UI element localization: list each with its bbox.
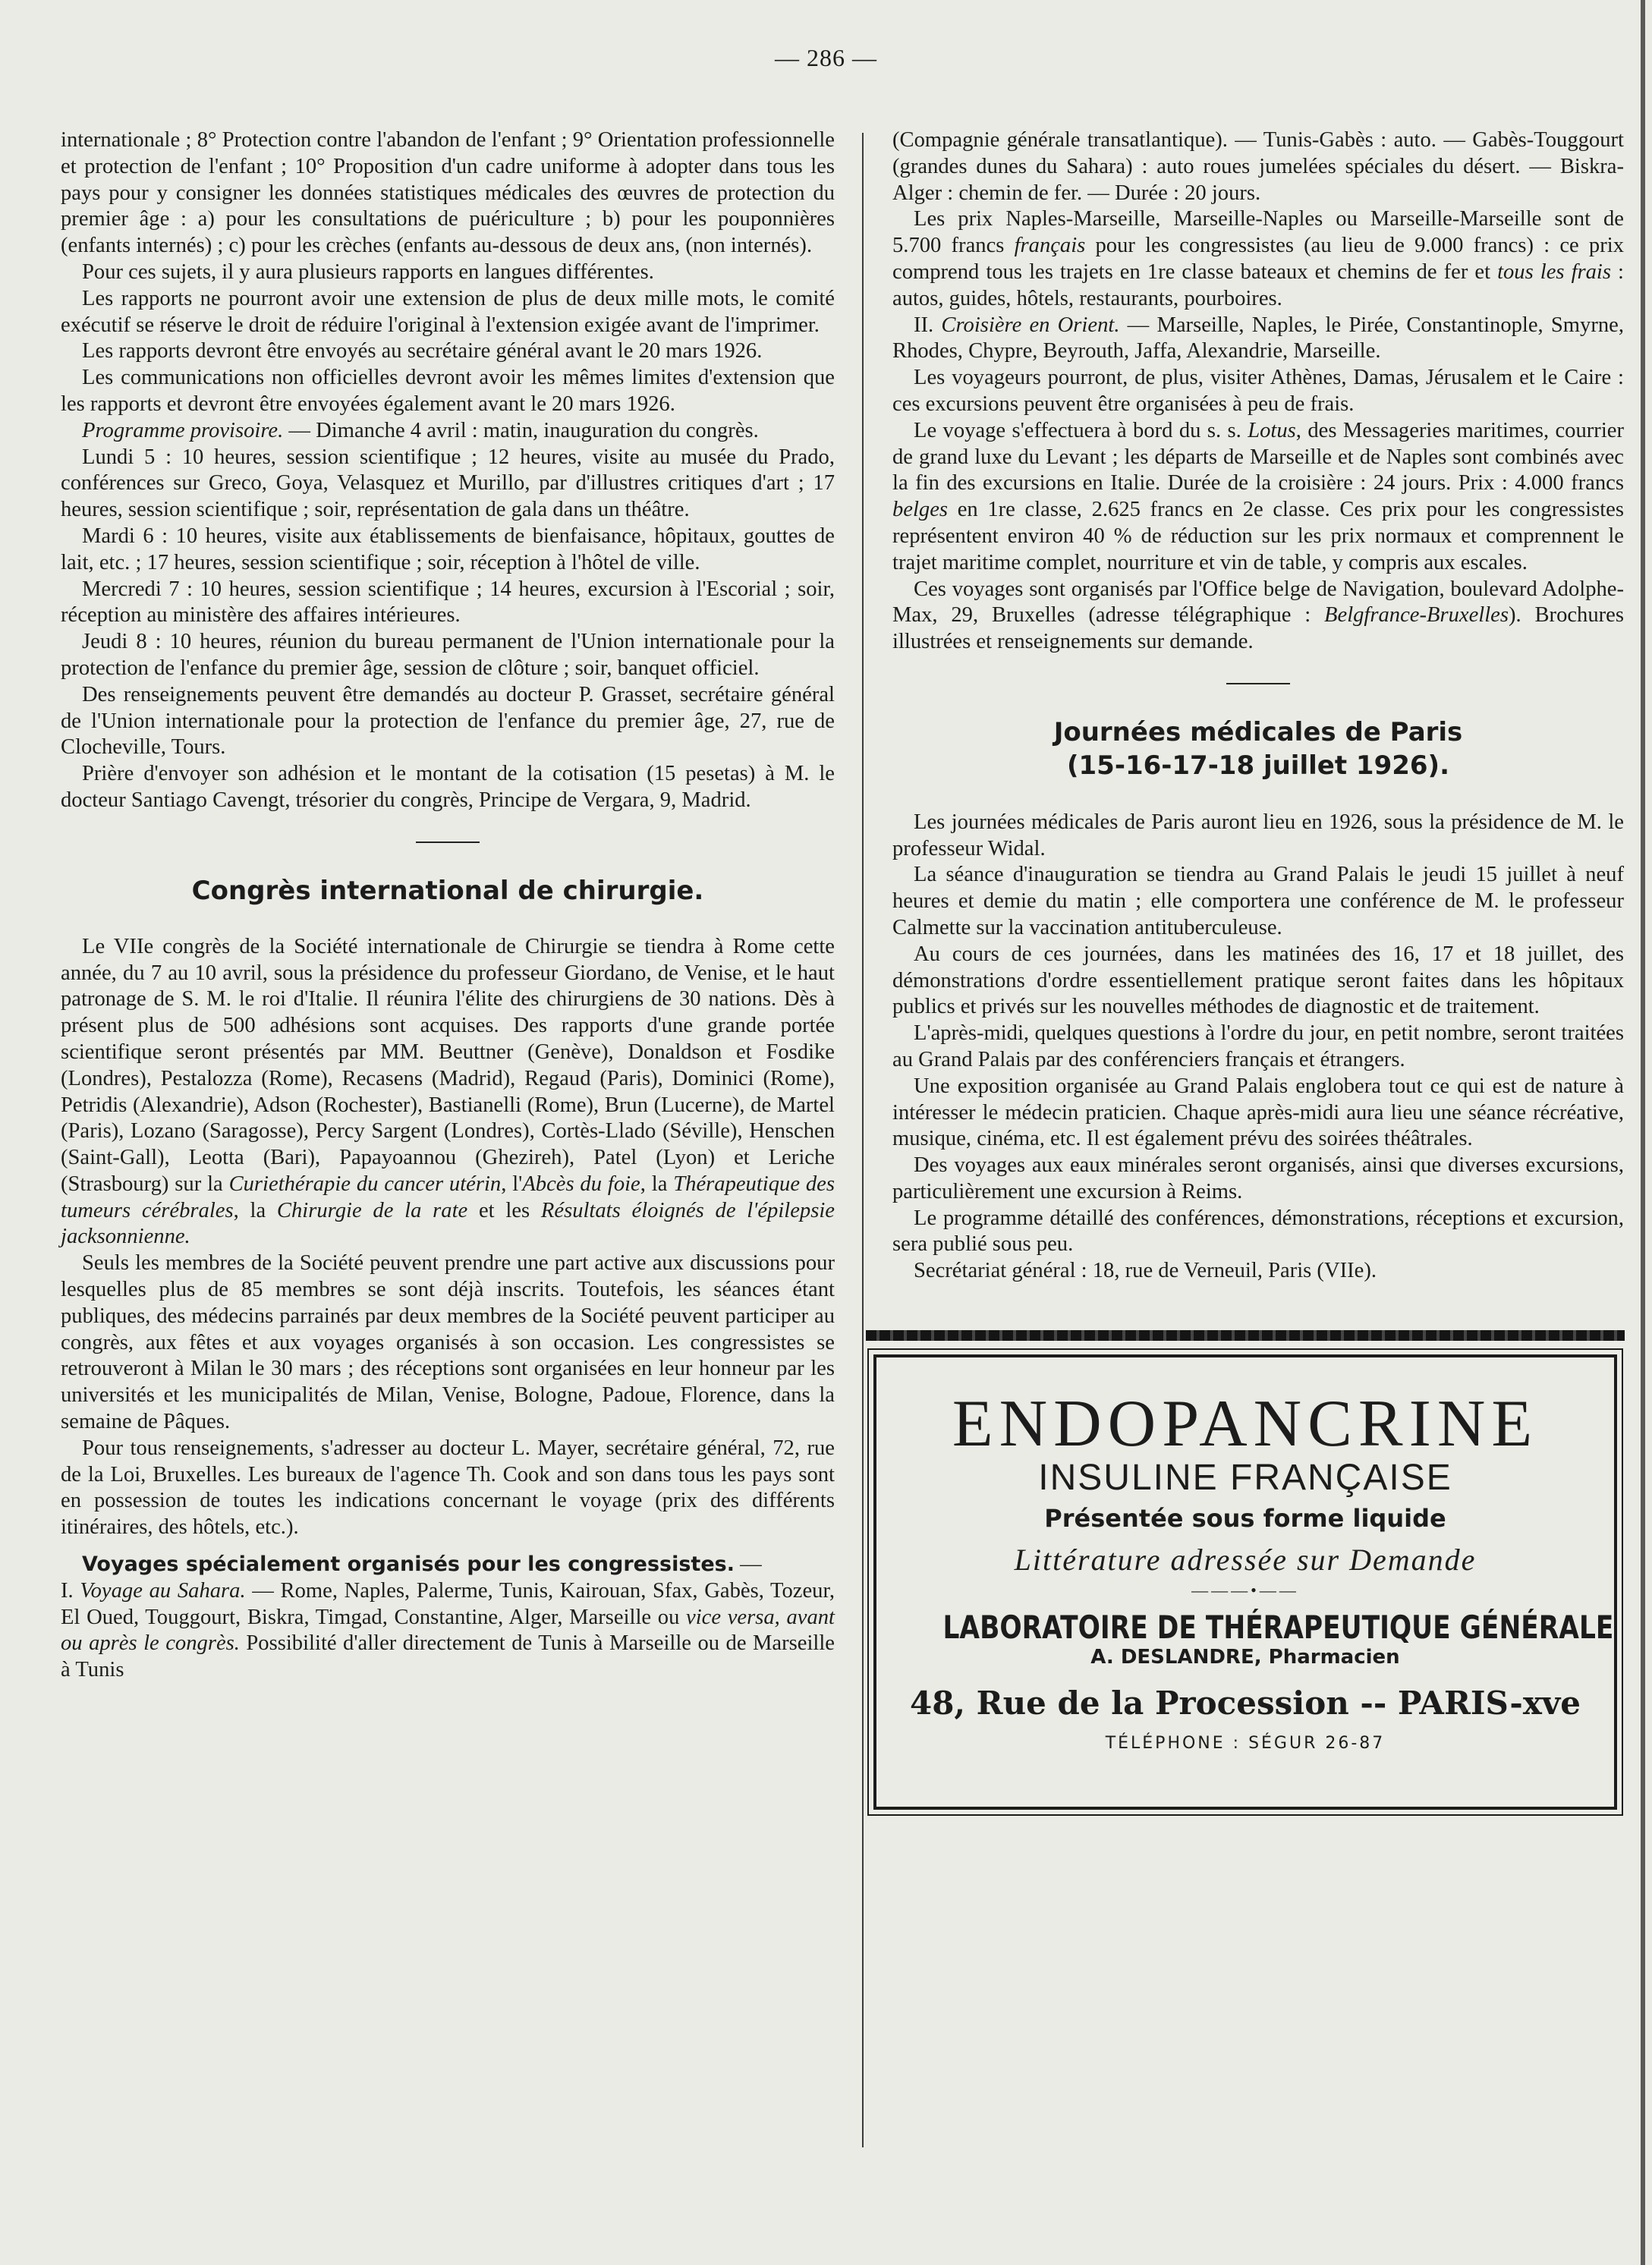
italic-text: Chirurgie de la rate [276, 1198, 468, 1222]
paragraph: Des voyages aux eaux minérales seront organisés, ainsi que diverses excursions, particulièrement une excursion à Reims. [892, 1153, 1624, 1203]
ornament-icon: ———•—— [1191, 1581, 1299, 1600]
paragraph [892, 577, 1624, 656]
paragraph: Prière d'envoyer son adhésion et le montant de la cotisation (15 pesetas) à M. le docteur Santiago Cavengt, trésorier du congrès, Principe de Vergara, 9, Madrid. [61, 762, 835, 812]
text: — Dimanche 4 avril : matin, inauguration du congrès. [283, 418, 759, 442]
paragraph: internationale ; 8° Protection contre l'abandon de l'enfant ; 9° Orientation professionnelle et protection de l'enfant ; 10° Proposition d'un cadre uniforme à adopter dans tous les pays pour y consigner les données statistiques médicales des œuvres de protection du premier âge : a) pour les consultations de puériculture ; b) pour les pouponnières (enfants internés) ; c) pour les crèches (enfants au-dessous de deux ans, (non internés). [61, 128, 835, 258]
paragraph: Lundi 5 : 10 heures, session scientifique ; 12 heures, visite au musée du Prado, conférences sur Greco, Goya, Velasquez et Murillo, par d'illustres critiques d'art ; 17 heures, session scientifique ; soir, représentation de gala dans un théâtre. [61, 445, 835, 522]
paragraph: Pour ces sujets, il y aura plusieurs rapports en langues différentes. [82, 260, 654, 284]
paragraph: Les rapports ne pourront avoir une extension de plus de deux mille mots, le comité exécutif se réserve le droit de réduire l'original à l'extension exigée avant de l'imprimer. [61, 286, 835, 337]
paragraph: Seuls les membres de la Société peuvent prendre une part active aux discussions pour lesquelles plus de 85 membres se sont déjà inscrits. Toutefois, les séances étant publiques, des médecins parrainés par deux membres de la Société peuvent participer au congrès, aux fêtes et aux voyages organisés à son occasion. Les congressistes se retrouveront à Milan le 30 mars ; des réceptions sont organisées en leur honneur par les universités et les municipalités de Milan, Venise, Bologne, Padoue, Florence, dans la semaine de Pâques. [61, 1251, 835, 1434]
paragraph: Des renseignements peuvent être demandés au docteur P. Grasset, secrétaire général de l'Union internationale pour la protection de l'enfance du premier âge, 27, rue de Clocheville, Tours. [61, 682, 835, 760]
paragraph [61, 1552, 835, 1578]
paragraph: L'après-midi, quelques questions à l'ordre du jour, en petit nombre, seront traitées au Grand Palais par des conférenciers français et étrangers. [892, 1021, 1624, 1071]
text: Le voyage s'effectuera à bord du s. s. [914, 418, 1248, 442]
text: Les prix Naples-Marseille, Marseille-Naples ou Marseille-Marseille sont de 5.700 francs [892, 207, 1624, 258]
ad-title: ENDOPANCRINE [952, 1387, 1539, 1461]
italic-text: français [1014, 234, 1086, 258]
italic-text: Thérapeutique des tumeurs cérébrales [61, 1172, 835, 1222]
text: en 1re classe, 2.625 francs en 2e classe. Ces prix pour les congressistes représentent environ 40 % de réduction sur les prix normaux et comprennent le trajet maritime complet, nourriture et vin de table, y compris aux escales. [892, 498, 1624, 574]
text: , la [640, 1172, 674, 1196]
italic-text: Abcès du foie [522, 1172, 640, 1196]
paragraph: Les communications non officielles devront avoir les mêmes limites d'extension que les rapports et devront être envoyées également avant le 20 mars 1926. [61, 366, 835, 416]
ad-border-band [866, 1330, 1625, 1341]
paragraph: Au cours de ces journées, dans les matinées des 16, 17 et 18 juillet, des démonstrations d'ordre essentiellement pratique seront faites dans les hôpitaux publics et privés sur les nouvelles méthodes de diagnostic et de traitement. [892, 942, 1624, 1019]
paragraph [61, 418, 835, 445]
text: ). Brochures illustrées et renseignements sur demande. [892, 603, 1624, 654]
text: II. [914, 313, 942, 337]
advertisement [873, 1354, 1617, 1810]
paragraph [61, 1578, 835, 1684]
paragraph [892, 313, 1624, 366]
text: pour les congressistes (au lieu de 9.000 francs) : ce prix comprend tous les trajets en 1re classe bateaux et chemins de fer et [892, 234, 1624, 284]
paragraph: Jeudi 8 : 10 heures, réunion du bureau permanent de l'Union internationale pour la protection de l'enfance du premier âge, session de clôture ; soir, banquet officiel. [61, 630, 835, 680]
italic-label: Programme provisoire. [82, 418, 284, 442]
page-edge [1641, 0, 1645, 2265]
page-number: — 286 — [775, 44, 877, 71]
ad-address: 48, Rue de la Procession -- PARIS-xve [909, 1684, 1581, 1722]
italic-text: Belgfrance-Bruxelles [1324, 603, 1509, 628]
column-divider [862, 133, 864, 2147]
paragraph: (Compagnie générale transatlantique). — Tunis-Gabès : auto. — Gabès-Touggourt (grandes dunes du Sahara) : auto roues jumelées spéciales du désert. — Biskra-Alger : chemin de fer. — Durée : 20 jours. [892, 128, 1624, 205]
ad-pharmacist: A. DESLANDRE, Pharmacien [1090, 1646, 1400, 1669]
text: — [734, 1552, 762, 1577]
text: Le VIIe congrès de la Société internationale de Chirurgie se tiendra à Rome cette année, du 7 au 10 avril, sous la présidence du professeur Giordano, de Venise, et le haut patronage de S. M. le roi d'Italie. Il réunira l'élite des chirurgiens de 30 nations. Dès à présent plus de 500 adhésions sont acquises. Des rapports d'une grande portée scientifique seront présentés par MM. Beuttner (Genève), Donaldson et Fosdike (Londres), Pestalozza (Rome), Recasens (Madrid), Regaud (Paris), Dominici (Rome), Petridis (Alexandrie), Adson (Rochester), Bastianelli (Rome), Brun (Lucerne), de Martel (Paris), Lozano (Saragosse), Percy Sargent (Londres), Cortès-Llado (Séville), Henschen (Saint-Gall), Leotta (Bari), Papayoannou (Ghezireh), Patel (Lyon) et Leriche (Strasbourg) sur la [61, 934, 835, 1196]
text: — Rome, Naples, Palerme, Tunis, Kairouan, Sfax, Gabès, Tozeur, El Oued, Touggourt, Biskra, Timgad, Constantine, Alger, Marseille ou [61, 1578, 835, 1629]
text: , l' [501, 1172, 523, 1196]
ad-laboratory: LABORATOIRE DE THÉRAPEUTIQUE GÉNÉRALE [942, 1609, 1614, 1647]
text: Ces voyages sont organisés par l'Office belge de Navigation, boulevard Adolphe-Max, 29, Bruxelles (adresse télégraphique : [892, 577, 1624, 628]
paragraph: Les rapports devront être envoyés au secrétaire général avant le 20 mars 1926. [82, 339, 763, 363]
text: et les [467, 1198, 541, 1222]
italic-text: tous les frais [1497, 260, 1612, 284]
text: : autos, guides, hôtels, restaurants, pourboires. [892, 260, 1624, 310]
ad-form: Présentée sous forme liquide [1044, 1503, 1446, 1533]
paragraph: Mercredi 7 : 10 heures, session scientifique ; 14 heures, excursion à l'Escorial ; soir, réception au ministère des affaires intérieures. [61, 577, 835, 628]
text: , des Messageries maritimes, courrier de grand luxe du Levant ; les départs de Marseille et de Naples sont combinés avec la fin des excursions en Italie. Durée de la croisière : 24 jours. Prix : 4.000 francs [892, 418, 1624, 495]
bold-label: Voyages spécialement organisés pour les congressistes. [82, 1552, 735, 1577]
paragraph: Les journées médicales de Paris auront lieu en 1926, sous la présidence de M. le professeur Widal. [892, 810, 1624, 860]
paragraph: Pour tous renseignements, s'adresser au docteur L. Mayer, secrétaire général, 72, rue de la Loi, Bruxelles. Les bureaux de l'agence Th. Cook and son dans tous les pays sont en possession de toutes les indications concernant le voyage (prix des différents itinéraires, des hôtels, etc.). [61, 1436, 835, 1540]
paragraph: Secrétariat général : 18, rue de Verneuil, Paris (VIIe). [914, 1259, 1377, 1283]
italic-text: Lotus [1248, 418, 1296, 442]
paragraph: La séance d'inauguration se tiendra au Grand Palais le jeudi 15 juillet à neuf heures et demie du matin ; elle comportera une conférence de M. le professeur Calmette sur la vaccination antituberculeuse. [892, 863, 1624, 939]
text: , la [233, 1198, 277, 1222]
paragraph [892, 206, 1624, 312]
section-subheading: (15-16-17-18 juillet 1926). [1066, 750, 1450, 781]
ad-subtitle: INSULINE FRANÇAISE [1038, 1458, 1452, 1499]
section-heading: Congrès international de chirurgie. [191, 875, 704, 906]
italic-text: belges [892, 498, 949, 522]
left-column [61, 127, 835, 1684]
italic-text: vice versa, avant ou après le congrès. [61, 1605, 835, 1656]
paragraph: Le programme détaillé des conférences, démonstrations, réceptions et excursion, sera publié sous peu. [892, 1206, 1624, 1257]
section-rule [1226, 683, 1290, 684]
text: Possibilité d'aller directement de Tunis à Marseille ou de Marseille à Tunis [61, 1631, 835, 1682]
section-rule [416, 842, 480, 843]
italic-text: Résultats éloignés de l'épilepsie jacksonnienne. [61, 1198, 835, 1249]
paragraph: Une exposition organisée au Grand Palais englobera tout ce qui est de nature à intéresser le médecin praticien. Chaque après-midi aura lieu une séance récréative, musique, cinéma, etc. Il est également prévu des soirées théâtrales. [892, 1074, 1624, 1151]
section-heading: Journées médicales de Paris [1053, 716, 1463, 747]
ad-literature: Littérature adressée sur Demande [1014, 1542, 1477, 1577]
paragraph [61, 934, 835, 1251]
text: — Marseille, Naples, le Pirée, Constantinople, Smyrne, Rhodes, Chypre, Beyrouth, Jaffa, Alexandrie, Marseille. [892, 313, 1624, 363]
ad-phone: TÉLÉPHONE : SÉGUR 26-87 [1105, 1733, 1386, 1753]
paragraph [892, 418, 1624, 577]
paragraph: Mardi 6 : 10 heures, visite aux établissements de bienfaisance, hôpitaux, gouttes de lait, etc. ; 17 heures, session scientifique ; soir, réception à l'hôtel de ville. [61, 524, 835, 574]
text: I. [61, 1578, 80, 1603]
right-column [892, 127, 1624, 1810]
italic-text: Croisière en Orient. [941, 313, 1120, 337]
paragraph: Les voyageurs pourront, de plus, visiter Athènes, Damas, Jérusalem et le Caire : ces excursions peuvent être organisées à peu de frais. [892, 366, 1624, 416]
italic-text: Curiethérapie du cancer utérin [228, 1172, 502, 1196]
italic-text: Voyage au Sahara. [80, 1578, 246, 1603]
